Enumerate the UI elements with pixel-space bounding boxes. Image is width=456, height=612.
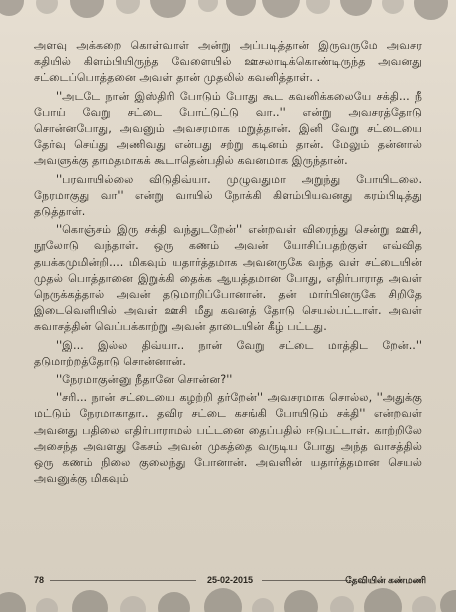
decor-dot xyxy=(412,596,436,612)
decor-dot xyxy=(70,0,104,18)
decor-dot xyxy=(204,588,242,612)
issue-date: 25-02-2015 xyxy=(207,575,254,585)
paragraph: ''பரவாயில்லை விடுதிவ்யா. முழுவதுமா அறுந்து போயிடலை. நேரமாகுது வா'' என்று வாயில் நோக்கி கிளம்பியவனது கரம்பிடித்து தடுத்தாள். xyxy=(34,172,422,219)
decor-dot xyxy=(226,0,256,16)
decor-dot xyxy=(414,0,448,20)
decor-dot xyxy=(262,0,300,18)
page-number: 78 xyxy=(34,575,45,585)
paragraph: ''நேரமாகுன்னு நீதானே சொன்ன?'' xyxy=(56,373,233,387)
decor-dot xyxy=(440,590,456,612)
paragraph: ''கொஞ்சம் இரு சக்தி வந்துடறேன்'' என்றவள் விரைந்து சென்று ஊசி, நூலோடு வந்தாள். ஒரு கணம் அவன் யோசிப்பதற்குள் எவ்வித தயக்கமுமின்றி.... மிகவும் யதார்த்தமாக அவனருகே வந்த வள் சட்டையின் முதல் பொத்தானை இறுக்கி தைக்க ஆயத்தமான போது, எதிர்பாராத அவள் நெருக்கத்தால் அவன் தடுமாறிப்போனான். தன் மார்பினருகே சிறிதே இடைவெளியில் அவள் ஊசி மீது கவனத் தோடு செயல்பட்டாள். அவள் சுவாசத்தின் வெப்பக்காற்று அவன் தாடையின் கீழ் பட்டது. xyxy=(34,223,422,334)
decor-dot xyxy=(72,590,108,612)
magazine-name: தேவியின் கண்மணி xyxy=(345,575,426,585)
article-body xyxy=(34,38,422,489)
decor-dot xyxy=(150,0,186,18)
decor-dot xyxy=(116,0,140,14)
footer-divider xyxy=(262,580,348,581)
decor-dot xyxy=(364,588,402,612)
bottom-dot-border xyxy=(0,584,456,612)
decor-dot xyxy=(284,590,318,612)
paragraph: ''இ... இல்ல திவ்யா.. நான் வேறு சட்டை மாத்திட றேன்..'' தடுமாற்றத்தோடு சொன்னான். xyxy=(34,338,422,368)
top-dot-border xyxy=(0,0,456,34)
paragraph: ''அடடே நான் இஸ்திரி போடும் போது கூட கவனிக்கலையே சக்தி... நீ போய் வேறு சட்டை போட்டுட்டு வா..'' என்று அவசரத்தோடு சொன்னபோது, அவனும் அவசரமாக மறுத்தான். இனி வேறு சட்டையை தேர்வு செய்து அணிவது என்பது சற்று கடினம் தான். மேலும் தன்னால் அவளுக்கு தாமதமாகக் கூடாதென்பதில் கவனமாக இருந்தான். xyxy=(34,89,422,168)
decor-dot xyxy=(36,0,58,14)
decor-dot xyxy=(340,0,372,16)
decor-dot xyxy=(198,0,218,12)
decor-dot xyxy=(252,598,274,612)
decor-dot xyxy=(0,0,24,16)
decor-dot xyxy=(0,592,26,612)
decor-dot xyxy=(158,592,190,612)
decor-dot xyxy=(306,0,330,14)
decor-dot xyxy=(382,0,404,14)
paragraph: அளவு அக்கறை கொள்வாள் அன்று அப்படித்தான் இருவருமே அவசர கதியில் கிளம்பியிருந்த வேளையில் ஊசலாடிக்கொண்டிருந்த அவனது சட்டைப்பொத்தனை அவள் தான் முதலில் கவனித்தாள். . xyxy=(34,39,422,85)
decor-dot xyxy=(120,596,146,612)
footer-divider xyxy=(50,580,196,581)
decor-dot xyxy=(330,596,354,612)
paragraph: ''சரி... நான் சட்டையை கழற்றி தர்றேன்'' அவசரமாக சொல்ல, ''அதுக்கு மட்டும் நேரமாகாதா.. தவிர சட்டை கசங்கி போயிடும் சக்தி'' என்றவள் அவனது பதிலை எதிர்பாராமல் பட்டனை தைப்பதில் ஈடுபட்டாள். காற்றிலே அசைந்த அவளது கேசம் அவன் முகத்தை வருடிய போது அந்த வாசத்தில் ஒரு கணம் நிலை குலைந்து போனான். அவளின் யதார்த்தமான செயல் அவனுக்கு மிகவும் xyxy=(34,391,422,486)
decor-dot xyxy=(36,598,58,612)
